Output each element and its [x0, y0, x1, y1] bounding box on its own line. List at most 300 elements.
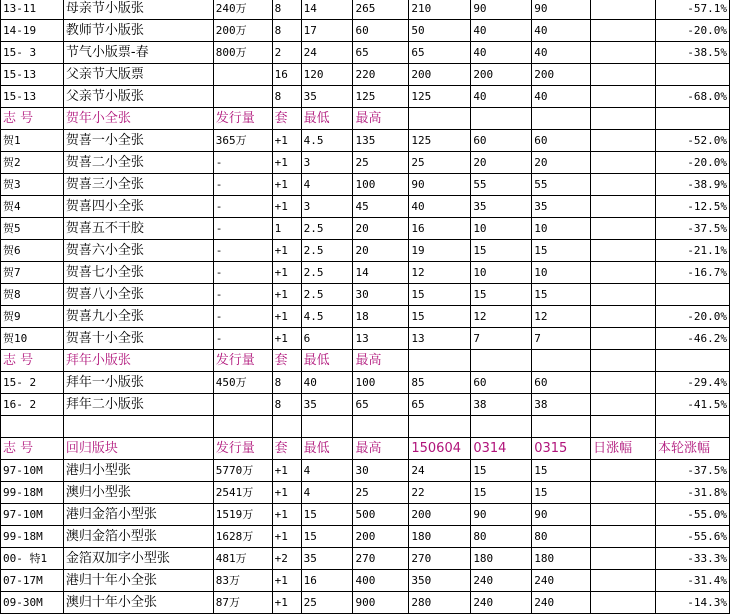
- cell-issue-volume[interactable]: -: [213, 328, 272, 350]
- cell-price-c[interactable]: 15: [532, 284, 591, 306]
- cell-round-change[interactable]: -38.9%: [655, 174, 729, 196]
- cell-high[interactable]: 400: [353, 570, 409, 592]
- cell-stamp-id[interactable]: 贺10: [1, 328, 64, 350]
- cell-stamp-id[interactable]: 97-10M: [1, 460, 64, 482]
- cell-high[interactable]: 265: [353, 0, 409, 20]
- cell-price-b[interactable]: 180: [471, 548, 532, 570]
- cell-price-b[interactable]: 55: [471, 174, 532, 196]
- cell-price-a[interactable]: 200: [409, 504, 471, 526]
- cell-high[interactable]: 65: [353, 394, 409, 416]
- header-cell-stamp-id[interactable]: 志 号: [1, 438, 64, 460]
- cell-set[interactable]: +1: [272, 460, 301, 482]
- cell-stamp-id[interactable]: 贺4: [1, 196, 64, 218]
- cell-name[interactable]: 港归金箔小型张: [63, 504, 213, 526]
- cell-price-c[interactable]: [532, 416, 591, 438]
- cell-low[interactable]: 3: [301, 196, 353, 218]
- header-cell-name[interactable]: 回归版块: [63, 438, 213, 460]
- cell-stamp-id[interactable]: 13-11: [1, 0, 64, 20]
- cell-issue-volume[interactable]: 83万: [213, 570, 272, 592]
- cell-price-a[interactable]: 15: [409, 284, 471, 306]
- cell-low[interactable]: 4: [301, 174, 353, 196]
- header-cell-price-b[interactable]: [471, 108, 532, 130]
- cell-name[interactable]: 贺喜十小全张: [63, 328, 213, 350]
- cell-high[interactable]: 200: [353, 526, 409, 548]
- cell-stamp-id[interactable]: [1, 416, 64, 438]
- header-cell-stamp-id[interactable]: 志 号: [1, 350, 64, 372]
- cell-price-c[interactable]: 240: [532, 592, 591, 614]
- cell-stamp-id[interactable]: 贺2: [1, 152, 64, 174]
- cell-name[interactable]: 贺喜五不干胶: [63, 218, 213, 240]
- cell-stamp-id[interactable]: 15- 3: [1, 42, 64, 64]
- cell-issue-volume[interactable]: 1519万: [213, 504, 272, 526]
- cell-price-c[interactable]: 38: [532, 394, 591, 416]
- cell-set[interactable]: +1: [272, 262, 301, 284]
- cell-price-c[interactable]: 10: [532, 218, 591, 240]
- cell-daily-change[interactable]: [591, 482, 656, 504]
- cell-set[interactable]: 2: [272, 42, 301, 64]
- cell-issue-volume[interactable]: 365万: [213, 130, 272, 152]
- cell-round-change[interactable]: -21.1%: [655, 240, 729, 262]
- cell-price-c[interactable]: 40: [532, 86, 591, 108]
- cell-name[interactable]: 拜年二小版张: [63, 394, 213, 416]
- cell-price-a[interactable]: 270: [409, 548, 471, 570]
- cell-issue-volume[interactable]: [213, 416, 272, 438]
- cell-daily-change[interactable]: [591, 262, 656, 284]
- header-cell-high[interactable]: 最高: [353, 108, 409, 130]
- header-cell-issue-volume[interactable]: 发行量: [213, 438, 272, 460]
- cell-low[interactable]: 15: [301, 526, 353, 548]
- cell-round-change[interactable]: -14.3%: [655, 592, 729, 614]
- cell-price-c[interactable]: 180: [532, 548, 591, 570]
- cell-stamp-id[interactable]: 贺8: [1, 284, 64, 306]
- cell-low[interactable]: 16: [301, 570, 353, 592]
- cell-price-a[interactable]: 50: [409, 20, 471, 42]
- cell-set[interactable]: 1: [272, 218, 301, 240]
- cell-price-a[interactable]: 85: [409, 372, 471, 394]
- cell-high[interactable]: 900: [353, 592, 409, 614]
- cell-high[interactable]: 13: [353, 328, 409, 350]
- cell-set[interactable]: +1: [272, 570, 301, 592]
- cell-price-c[interactable]: 10: [532, 262, 591, 284]
- header-cell-price-a[interactable]: [409, 350, 471, 372]
- cell-stamp-id[interactable]: 14-19: [1, 20, 64, 42]
- cell-issue-volume[interactable]: -: [213, 284, 272, 306]
- cell-stamp-id[interactable]: 贺1: [1, 130, 64, 152]
- cell-stamp-id[interactable]: 07-17M: [1, 570, 64, 592]
- cell-name[interactable]: [63, 416, 213, 438]
- cell-price-b[interactable]: 35: [471, 196, 532, 218]
- cell-set[interactable]: +2: [272, 548, 301, 570]
- cell-low[interactable]: 14: [301, 0, 353, 20]
- cell-daily-change[interactable]: [591, 64, 656, 86]
- cell-price-b[interactable]: 40: [471, 86, 532, 108]
- cell-issue-volume[interactable]: 2541万: [213, 482, 272, 504]
- cell-price-b[interactable]: 38: [471, 394, 532, 416]
- cell-daily-change[interactable]: [591, 460, 656, 482]
- cell-price-b[interactable]: 15: [471, 284, 532, 306]
- cell-name[interactable]: 贺喜三小全张: [63, 174, 213, 196]
- cell-low[interactable]: 2.5: [301, 262, 353, 284]
- cell-daily-change[interactable]: [591, 416, 656, 438]
- cell-low[interactable]: 35: [301, 86, 353, 108]
- cell-issue-volume[interactable]: 1628万: [213, 526, 272, 548]
- cell-issue-volume[interactable]: -: [213, 174, 272, 196]
- cell-low[interactable]: 24: [301, 42, 353, 64]
- cell-low[interactable]: 4: [301, 482, 353, 504]
- cell-price-b[interactable]: 90: [471, 504, 532, 526]
- cell-set[interactable]: +1: [272, 592, 301, 614]
- cell-set[interactable]: +1: [272, 284, 301, 306]
- cell-name[interactable]: 拜年一小版张: [63, 372, 213, 394]
- cell-round-change[interactable]: -37.5%: [655, 218, 729, 240]
- cell-name[interactable]: 贺喜六小全张: [63, 240, 213, 262]
- cell-price-c[interactable]: 40: [532, 42, 591, 64]
- cell-set[interactable]: 16: [272, 64, 301, 86]
- cell-low[interactable]: 35: [301, 548, 353, 570]
- cell-high[interactable]: 45: [353, 196, 409, 218]
- cell-issue-volume[interactable]: 450万: [213, 372, 272, 394]
- cell-price-c[interactable]: 60: [532, 130, 591, 152]
- cell-price-b[interactable]: 80: [471, 526, 532, 548]
- cell-name[interactable]: 贺喜八小全张: [63, 284, 213, 306]
- cell-stamp-id[interactable]: 16- 2: [1, 394, 64, 416]
- cell-price-c[interactable]: 200: [532, 64, 591, 86]
- cell-price-b[interactable]: 240: [471, 570, 532, 592]
- cell-price-a[interactable]: 280: [409, 592, 471, 614]
- header-cell-round-change[interactable]: [655, 350, 729, 372]
- header-cell-set[interactable]: 套: [272, 350, 301, 372]
- cell-stamp-id[interactable]: 15-13: [1, 86, 64, 108]
- cell-price-b[interactable]: [471, 416, 532, 438]
- cell-price-a[interactable]: 125: [409, 86, 471, 108]
- cell-set[interactable]: +1: [272, 328, 301, 350]
- cell-high[interactable]: 100: [353, 174, 409, 196]
- cell-high[interactable]: 100: [353, 372, 409, 394]
- cell-stamp-id[interactable]: 贺9: [1, 306, 64, 328]
- cell-set[interactable]: 8: [272, 0, 301, 20]
- cell-daily-change[interactable]: [591, 130, 656, 152]
- cell-daily-change[interactable]: [591, 0, 656, 20]
- cell-price-b[interactable]: 40: [471, 42, 532, 64]
- cell-low[interactable]: 15: [301, 504, 353, 526]
- cell-round-change[interactable]: -20.0%: [655, 20, 729, 42]
- cell-round-change[interactable]: -29.4%: [655, 372, 729, 394]
- cell-low[interactable]: 2.5: [301, 284, 353, 306]
- cell-daily-change[interactable]: [591, 548, 656, 570]
- cell-low[interactable]: 4: [301, 460, 353, 482]
- cell-price-a[interactable]: [409, 416, 471, 438]
- header-cell-daily-change[interactable]: [591, 350, 656, 372]
- cell-round-change[interactable]: -38.5%: [655, 42, 729, 64]
- cell-set[interactable]: +1: [272, 306, 301, 328]
- cell-issue-volume[interactable]: [213, 394, 272, 416]
- cell-price-b[interactable]: 15: [471, 240, 532, 262]
- cell-price-c[interactable]: 15: [532, 240, 591, 262]
- cell-round-change[interactable]: -57.1%: [655, 0, 729, 20]
- cell-price-b[interactable]: 20: [471, 152, 532, 174]
- cell-name[interactable]: 贺喜一小全张: [63, 130, 213, 152]
- cell-price-b[interactable]: 15: [471, 460, 532, 482]
- cell-daily-change[interactable]: [591, 174, 656, 196]
- cell-price-c[interactable]: 7: [532, 328, 591, 350]
- cell-stamp-id[interactable]: 99-18M: [1, 482, 64, 504]
- cell-stamp-id[interactable]: 15-13: [1, 64, 64, 86]
- cell-high[interactable]: [353, 416, 409, 438]
- cell-round-change[interactable]: -31.4%: [655, 570, 729, 592]
- cell-round-change[interactable]: -31.8%: [655, 482, 729, 504]
- cell-round-change[interactable]: -52.0%: [655, 130, 729, 152]
- cell-high[interactable]: 125: [353, 86, 409, 108]
- cell-low[interactable]: 35: [301, 394, 353, 416]
- header-cell-issue-volume[interactable]: 发行量: [213, 350, 272, 372]
- cell-high[interactable]: 18: [353, 306, 409, 328]
- cell-name[interactable]: 澳归十年小全张: [63, 592, 213, 614]
- cell-low[interactable]: 40: [301, 372, 353, 394]
- cell-price-a[interactable]: 25: [409, 152, 471, 174]
- cell-daily-change[interactable]: [591, 218, 656, 240]
- cell-price-b[interactable]: 15: [471, 482, 532, 504]
- cell-daily-change[interactable]: [591, 240, 656, 262]
- cell-high[interactable]: 30: [353, 460, 409, 482]
- cell-round-change[interactable]: [655, 64, 729, 86]
- cell-price-c[interactable]: 90: [532, 0, 591, 20]
- header-cell-price-c[interactable]: 0315: [532, 438, 591, 460]
- cell-price-b[interactable]: 200: [471, 64, 532, 86]
- cell-stamp-id[interactable]: 15- 2: [1, 372, 64, 394]
- cell-name[interactable]: 父亲节大版票: [63, 64, 213, 86]
- cell-issue-volume[interactable]: 5770万: [213, 460, 272, 482]
- cell-high[interactable]: 135: [353, 130, 409, 152]
- header-cell-high[interactable]: 最高: [353, 438, 409, 460]
- cell-stamp-id[interactable]: 贺7: [1, 262, 64, 284]
- header-cell-round-change[interactable]: 本轮涨幅: [655, 438, 729, 460]
- cell-issue-volume[interactable]: -: [213, 306, 272, 328]
- header-cell-price-a[interactable]: 150604: [409, 438, 471, 460]
- cell-high[interactable]: 500: [353, 504, 409, 526]
- cell-price-b[interactable]: 60: [471, 130, 532, 152]
- cell-daily-change[interactable]: [591, 372, 656, 394]
- cell-issue-volume[interactable]: -: [213, 196, 272, 218]
- cell-stamp-id[interactable]: 贺6: [1, 240, 64, 262]
- cell-issue-volume[interactable]: [213, 86, 272, 108]
- cell-issue-volume[interactable]: 800万: [213, 42, 272, 64]
- cell-price-b[interactable]: 90: [471, 0, 532, 20]
- cell-price-b[interactable]: 7: [471, 328, 532, 350]
- cell-set[interactable]: +1: [272, 482, 301, 504]
- cell-stamp-id[interactable]: 99-18M: [1, 526, 64, 548]
- header-cell-stamp-id[interactable]: 志 号: [1, 108, 64, 130]
- cell-low[interactable]: 25: [301, 592, 353, 614]
- cell-set[interactable]: [272, 416, 301, 438]
- cell-set[interactable]: +1: [272, 196, 301, 218]
- cell-price-b[interactable]: 40: [471, 20, 532, 42]
- cell-price-a[interactable]: 90: [409, 174, 471, 196]
- cell-price-a[interactable]: 125: [409, 130, 471, 152]
- cell-price-b[interactable]: 240: [471, 592, 532, 614]
- cell-name[interactable]: 贺喜二小全张: [63, 152, 213, 174]
- cell-round-change[interactable]: -68.0%: [655, 86, 729, 108]
- cell-price-c[interactable]: 90: [532, 504, 591, 526]
- cell-name[interactable]: 母亲节小版张: [63, 0, 213, 20]
- cell-name[interactable]: 父亲节小版张: [63, 86, 213, 108]
- cell-daily-change[interactable]: [591, 42, 656, 64]
- cell-round-change[interactable]: -55.0%: [655, 504, 729, 526]
- cell-low[interactable]: [301, 416, 353, 438]
- cell-set[interactable]: +1: [272, 504, 301, 526]
- cell-round-change[interactable]: -20.0%: [655, 306, 729, 328]
- cell-round-change[interactable]: -20.0%: [655, 152, 729, 174]
- header-cell-name[interactable]: 贺年小全张: [63, 108, 213, 130]
- cell-high[interactable]: 20: [353, 240, 409, 262]
- cell-daily-change[interactable]: [591, 152, 656, 174]
- cell-high[interactable]: 14: [353, 262, 409, 284]
- cell-set[interactable]: +1: [272, 526, 301, 548]
- cell-name[interactable]: 港归十年小全张: [63, 570, 213, 592]
- cell-price-a[interactable]: 12: [409, 262, 471, 284]
- cell-name[interactable]: 澳归金箔小型张: [63, 526, 213, 548]
- cell-high[interactable]: 65: [353, 42, 409, 64]
- cell-issue-volume[interactable]: [213, 64, 272, 86]
- cell-stamp-id[interactable]: 贺5: [1, 218, 64, 240]
- cell-set[interactable]: +1: [272, 130, 301, 152]
- cell-issue-volume[interactable]: 87万: [213, 592, 272, 614]
- cell-issue-volume[interactable]: 240万: [213, 0, 272, 20]
- cell-price-b[interactable]: 10: [471, 262, 532, 284]
- cell-daily-change[interactable]: [591, 394, 656, 416]
- cell-issue-volume[interactable]: -: [213, 262, 272, 284]
- cell-set[interactable]: 8: [272, 86, 301, 108]
- cell-set[interactable]: +1: [272, 152, 301, 174]
- cell-high[interactable]: 25: [353, 152, 409, 174]
- cell-low[interactable]: 6: [301, 328, 353, 350]
- cell-issue-volume[interactable]: 200万: [213, 20, 272, 42]
- cell-stamp-id[interactable]: 09-30M: [1, 592, 64, 614]
- cell-price-a[interactable]: 350: [409, 570, 471, 592]
- header-cell-name[interactable]: 拜年小版张: [63, 350, 213, 372]
- cell-low[interactable]: 17: [301, 20, 353, 42]
- cell-low[interactable]: 2.5: [301, 240, 353, 262]
- cell-daily-change[interactable]: [591, 20, 656, 42]
- header-cell-daily-change[interactable]: [591, 108, 656, 130]
- header-cell-daily-change[interactable]: 日涨幅: [591, 438, 656, 460]
- cell-price-c[interactable]: 15: [532, 460, 591, 482]
- cell-daily-change[interactable]: [591, 504, 656, 526]
- cell-round-change[interactable]: -16.7%: [655, 262, 729, 284]
- cell-name[interactable]: 贺喜九小全张: [63, 306, 213, 328]
- cell-issue-volume[interactable]: -: [213, 218, 272, 240]
- cell-round-change[interactable]: [655, 284, 729, 306]
- cell-high[interactable]: 25: [353, 482, 409, 504]
- cell-low[interactable]: 4.5: [301, 130, 353, 152]
- cell-stamp-id[interactable]: 贺3: [1, 174, 64, 196]
- cell-set[interactable]: +1: [272, 240, 301, 262]
- cell-price-a[interactable]: 180: [409, 526, 471, 548]
- cell-stamp-id[interactable]: 00- 特1: [1, 548, 64, 570]
- header-cell-set[interactable]: 套: [272, 108, 301, 130]
- cell-set[interactable]: 8: [272, 20, 301, 42]
- cell-price-a[interactable]: 19: [409, 240, 471, 262]
- header-cell-price-c[interactable]: [532, 108, 591, 130]
- cell-low[interactable]: 120: [301, 64, 353, 86]
- cell-price-b[interactable]: 10: [471, 218, 532, 240]
- header-cell-low[interactable]: 最低: [301, 438, 353, 460]
- header-cell-high[interactable]: 最高: [353, 350, 409, 372]
- cell-daily-change[interactable]: [591, 328, 656, 350]
- cell-price-b[interactable]: 60: [471, 372, 532, 394]
- cell-price-c[interactable]: 12: [532, 306, 591, 328]
- cell-low[interactable]: 4.5: [301, 306, 353, 328]
- cell-daily-change[interactable]: [591, 570, 656, 592]
- cell-price-a[interactable]: 210: [409, 0, 471, 20]
- cell-price-c[interactable]: 40: [532, 20, 591, 42]
- cell-issue-volume[interactable]: 481万: [213, 548, 272, 570]
- cell-name[interactable]: 教师节小版张: [63, 20, 213, 42]
- header-cell-price-b[interactable]: 0314: [471, 438, 532, 460]
- cell-set[interactable]: 8: [272, 372, 301, 394]
- cell-daily-change[interactable]: [591, 284, 656, 306]
- cell-high[interactable]: 220: [353, 64, 409, 86]
- header-cell-price-a[interactable]: [409, 108, 471, 130]
- cell-name[interactable]: 贺喜七小全张: [63, 262, 213, 284]
- cell-round-change[interactable]: [655, 416, 729, 438]
- cell-price-a[interactable]: 65: [409, 394, 471, 416]
- header-cell-low[interactable]: 最低: [301, 108, 353, 130]
- cell-issue-volume[interactable]: -: [213, 152, 272, 174]
- cell-high[interactable]: 20: [353, 218, 409, 240]
- cell-low[interactable]: 2.5: [301, 218, 353, 240]
- cell-price-a[interactable]: 13: [409, 328, 471, 350]
- cell-daily-change[interactable]: [591, 526, 656, 548]
- cell-price-a[interactable]: 22: [409, 482, 471, 504]
- cell-price-b[interactable]: 12: [471, 306, 532, 328]
- cell-name[interactable]: 节气小版票-春: [63, 42, 213, 64]
- cell-name[interactable]: 金箔双加字小型张: [63, 548, 213, 570]
- header-cell-issue-volume[interactable]: 发行量: [213, 108, 272, 130]
- header-cell-price-c[interactable]: [532, 350, 591, 372]
- cell-price-a[interactable]: 200: [409, 64, 471, 86]
- cell-price-c[interactable]: 60: [532, 372, 591, 394]
- cell-round-change[interactable]: -46.2%: [655, 328, 729, 350]
- cell-set[interactable]: +1: [272, 174, 301, 196]
- cell-name[interactable]: 澳归小型张: [63, 482, 213, 504]
- cell-round-change[interactable]: -12.5%: [655, 196, 729, 218]
- cell-price-c[interactable]: 35: [532, 196, 591, 218]
- cell-high[interactable]: 30: [353, 284, 409, 306]
- cell-price-a[interactable]: 65: [409, 42, 471, 64]
- cell-name[interactable]: 贺喜四小全张: [63, 196, 213, 218]
- cell-round-change[interactable]: -41.5%: [655, 394, 729, 416]
- cell-set[interactable]: 8: [272, 394, 301, 416]
- cell-round-change[interactable]: -55.6%: [655, 526, 729, 548]
- cell-price-c[interactable]: 55: [532, 174, 591, 196]
- cell-stamp-id[interactable]: 97-10M: [1, 504, 64, 526]
- cell-round-change[interactable]: -33.3%: [655, 548, 729, 570]
- cell-price-a[interactable]: 24: [409, 460, 471, 482]
- cell-low[interactable]: 3: [301, 152, 353, 174]
- cell-daily-change[interactable]: [591, 86, 656, 108]
- cell-high[interactable]: 60: [353, 20, 409, 42]
- cell-price-c[interactable]: 240: [532, 570, 591, 592]
- cell-price-a[interactable]: 15: [409, 306, 471, 328]
- header-cell-price-b[interactable]: [471, 350, 532, 372]
- cell-daily-change[interactable]: [591, 306, 656, 328]
- header-cell-low[interactable]: 最低: [301, 350, 353, 372]
- cell-price-c[interactable]: 15: [532, 482, 591, 504]
- cell-round-change[interactable]: -37.5%: [655, 460, 729, 482]
- cell-high[interactable]: 270: [353, 548, 409, 570]
- cell-price-a[interactable]: 40: [409, 196, 471, 218]
- cell-price-a[interactable]: 16: [409, 218, 471, 240]
